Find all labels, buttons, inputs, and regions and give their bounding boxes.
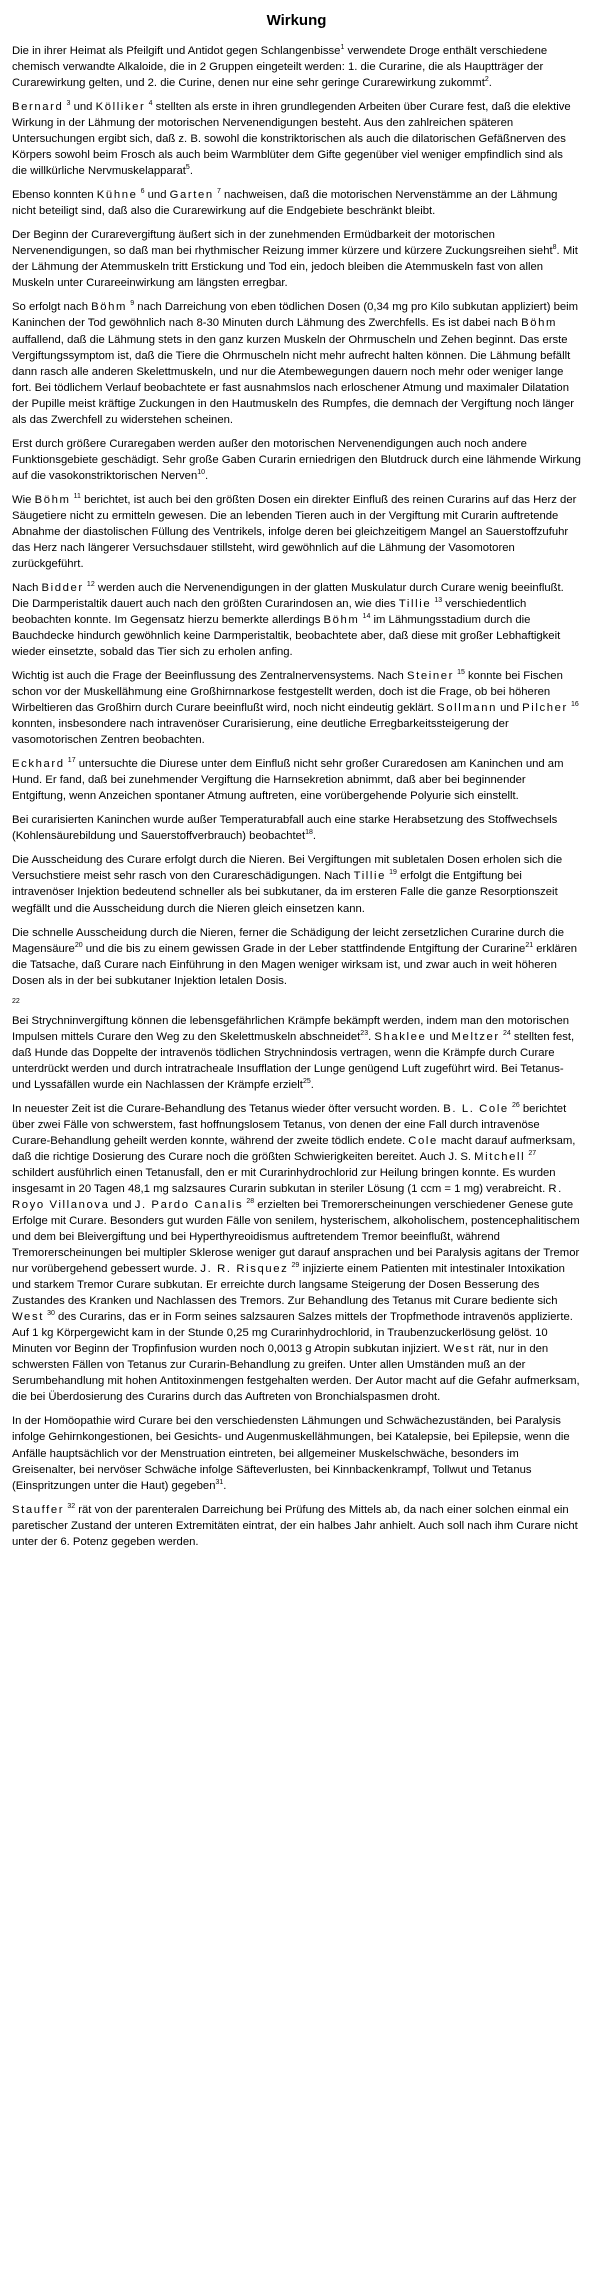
footnote-reference: 23 [360, 1029, 369, 1037]
paragraph [12, 436, 581, 484]
paragraph [12, 99, 581, 179]
paragraph [12, 1413, 581, 1493]
text-run: des Curarins, das er in Form seines salzsauren Salzes mittels der Tropfmethode intravenös applizierte. Auf 1 kg Körpergewicht kam in der Stunde 0,25 mg Curarinhydrochlorid, in Traubenzuckerlösung gelöst. 10 Minuten vor Beginn der Tropfinfusion wurden noch 0,0013 g Atropin subkutan injiziert. [12, 1311, 573, 1356]
text-run: und [109, 1199, 135, 1212]
author-name: Böhm [91, 301, 128, 314]
text-run: verwendete Droge enthält verschiedene chemisch verwandte Alkaloide, die in 2 Gruppen eingeteilt werden: 1. die Curarine, die als Hauptträger der Curarewirkung gelten, und 2. die Curine, denen nur eine sehr geringe Curarewirkung zukommt [12, 45, 548, 90]
author-name: West [443, 1343, 476, 1356]
author-name: Bidder [41, 581, 84, 594]
text-run: berichtet über zwei Fälle von schwerstem, fast hoffnungslosem Tetanus, von denen der eine Fall durch intravenöse Curare-Behandlung geheilt werden konnte, während der zweite tödlich endete. [12, 1102, 567, 1147]
footnote-reference: 32 [67, 1502, 76, 1510]
author-name: West [12, 1311, 44, 1324]
paragraph [12, 1502, 581, 1550]
footnote-reference: 21 [525, 941, 534, 949]
paragraph [12, 668, 581, 748]
text-run: . [488, 77, 492, 90]
text-run: . [368, 1030, 375, 1043]
author-name: Pilcher [522, 702, 568, 715]
paragraph [12, 1101, 581, 1406]
text-run: erfolgt die Entgiftung bei intravenöser Injektion bedeutend schneller als bei subkutaner, da im ersteren Falle die ganze Resorptionszeit wegfällt und die Ausscheidung durch die Nieren gleich einsetzen kann. [12, 870, 558, 915]
text-run: Ebenso konnten [12, 189, 97, 202]
text-run: stellten als erste in ihren grundlegenden Arbeiten über Curare fest, daß die elektive Wirkung in der Lähmung der motorischen Nervenendigungen besteht. Aus den zahlreichen späteren Untersuchungen ergibt sich, daß z. B. sowohl die konstriktorischen als auch die dilatorischen Gefäßnerven des Körpers sowohl beim Frosch als auch beim Warmblüter dem Gifte gegenüber viel weniger empfindlich sind als die willkürliche Nervmuskelapparat [12, 101, 571, 178]
paragraph [12, 925, 581, 989]
text-run: In der Homöopathie wird Curare bei den verschiedensten Lähmungen und Schwächezuständen, bei Paralysis infolge Gehirnkongestionen, bei Gesichts- und Augenmuskellähmungen, bei Katalepsie, bei Epilepsie, wenn die Anfälle hauptsächlich vor der Menstruation eintreten, bei allgemeiner Muskelschwäche, besonders im Greisenalter, bei nervöser Schwäche infolge Säfteverlusten, bei Kinnbackenkrampf, Tollwut und Tetanus (Einspritzungen unter die Haut) gegeben [12, 1415, 570, 1492]
paragraph [12, 580, 581, 660]
text-run: rät von der parenteralen Darreichung bei Prüfung des Mittels ab, da nach einer solchen einmal ein paretischer Zustand der unteren Extremitäten eintrat, der ein halbes Jahr anhielt. Auch soll nach ihm Curare nicht unter der 6. Potenz gegeben werden. [12, 1503, 578, 1548]
footnote-reference: 18 [305, 829, 313, 837]
paragraph [12, 997, 581, 1093]
paragraph [12, 492, 581, 572]
author-name: J. Pardo Canalis [134, 1199, 244, 1212]
text-run: . [223, 1479, 227, 1492]
author-name: Tillie [398, 597, 432, 610]
author-name: Meltzer [451, 1030, 500, 1043]
footnote-reference: 28 [246, 1198, 255, 1206]
text-run: Der Beginn der Curarevergiftung äußert sich in der zunehmenden Ermüdbarkeit der motorischen Nervenendigungen, so daß man bei rhythmischer Reizung immer kürzere und kürzere Zuckungsreihen sieht [12, 229, 553, 258]
text-run: konnten, insbesondere nach intravenöser Curarisierung, eine deutliche Erregbarkeitssteigerung der vasomotorischen Zentren beobachten. [12, 718, 509, 747]
paragraph [12, 227, 581, 291]
text-run: Erst durch größere Curaregaben werden außer den motorischen Nervenendigungen auch noch andere Funktionsgebiete geschädigt. Sehr große Gaben Curarin erniedrigen den Blutdruck durch eine lähmende Wirkung auf die vasokonstriktorischen Nerven [12, 437, 581, 482]
text-run: und [426, 1030, 452, 1043]
footnote-reference: 8 [552, 244, 557, 252]
text-run: im Lähmungsstadium durch die Bauchdecke hindurch gewöhnlich keine Darmperistaltik, beobachtete aber, daß diese mit großer Lebhaftigkeit wieder einsetzte, sobald das Tier sich zu erholen anfing. [12, 614, 561, 659]
footnote-reference: 19 [389, 869, 397, 877]
text-run: untersuchte die Diurese unter dem Einfluß nicht sehr großer Curaredosen am Kaninchen und am Hund. Er fand, daß bei zunehmender Vergiftung die Harnsekretion abnimmt, daß aber bei beginnender Entgiftung, wenn Anzeichen spontaner Atmung auftreten, eine vorübergehende Polyurie sich einstellt. [12, 758, 564, 803]
footnote-reference: 22 [12, 997, 20, 1005]
text-run: . [205, 469, 209, 482]
footnote-reference: 1 [340, 44, 345, 52]
text-run: . [189, 165, 193, 178]
paragraph [12, 43, 581, 91]
text-run: Wie [12, 493, 35, 506]
footnote-reference: 5 [185, 164, 190, 172]
text-run: So erfolgt nach [12, 301, 92, 314]
author-name: Eckhard [12, 758, 65, 771]
author-name: Böhm [34, 493, 71, 506]
footnote-reference: 31 [215, 1478, 224, 1486]
text-run: konnte bei Fischen schon vor der Muskellähmung eine Großhirnnarkose festgestellt werden, doch ist die Frage, ob bei höheren Wirbeltieren das Großhirn durch Curare beeinflußt wird, noch nicht eindeutig geklärt. [12, 670, 563, 715]
text-run: Wichtig ist auch die Frage der Beeinflussung des Zentralnervensystems. Nach [12, 670, 407, 683]
footnote-reference: 12 [86, 581, 95, 589]
text-run: . Mit der Lähmung der Atemmuskeln tritt Erstickung und Tod ein, jedoch bleiben die Atemmuskeln fast von allen Muskeln unter Curareeinwirkung am längsten erregbar. [12, 245, 578, 290]
footnote-reference: 29 [291, 1262, 300, 1270]
text-run: und [497, 702, 523, 715]
text-run: berichtet, ist auch bei den größten Dosen ein direkter Einfluß des reinen Curarins auf das Herz der Säugetiere nicht zu ermitteln gewesen. Die an lebenden Tieren auch in der Vergiftung mit Curarin auftretende Abnahme der diastolischen Füllung des Ventrikels, infolge deren bei gleichzeitigem Mangel an Sauerstoffzufuhr das Herz nach längerer Versuchsdauer stillsteht, wird gewöhnlich auf die Lähmung der Vasomotoren zurückgeführt. [12, 493, 577, 570]
footnote-reference: 27 [528, 1150, 537, 1158]
text-run: und die bis zu einem gewissen Grade in der Leber stattfindende Entgiftung der Curarine [82, 942, 526, 955]
author-name: Stauffer [12, 1503, 65, 1516]
author-name: Böhm [521, 317, 558, 330]
text-run: macht darauf aufmerksam, daß die richtige Dosierung des Curare noch die größten Schwierigkeiten bereitet. Auch J. S. [12, 1134, 576, 1163]
text-run: und [70, 101, 96, 114]
author-name: Bernard [12, 101, 64, 114]
text-run: Nach [12, 581, 42, 594]
footnote-reference: 4 [148, 100, 153, 108]
text-run: In neuester Zeit ist die Curare-Behandlung des Tetanus wieder öfter versucht worden. [12, 1102, 444, 1115]
author-name: Kölliker [95, 101, 146, 114]
author-name: J. R. Risquez [200, 1263, 289, 1276]
footnote-reference: 15 [457, 669, 465, 677]
page-title: Wirkung [266, 12, 327, 29]
author-name: Shaklee [374, 1030, 427, 1043]
author-name: Kühne [96, 189, 138, 202]
text-run: nachweisen, daß die motorischen Nervenstämme an der Lähmung nicht beteiligt sind, daß also die Curarewirkung auf die Endgebiete beschränkt bleibt. [12, 189, 558, 218]
text-run: rät, nur in den schwersten Fällen von Tetanus zur Curarin-Behandlung zu greifen. Unter allen Umständen muß an der Serumbehandlung mit hohen Antitoxinmengen festgehalten werden. Der Autor macht auf die Gefahr aufmerksam, die bei Überdosierung des Curarins durch das Auftreten von Bronchialspasmen droht. [12, 1343, 580, 1404]
footnote-reference: 14 [362, 613, 371, 621]
footnote-reference: 11 [73, 493, 81, 501]
author-name: Garten [169, 189, 214, 202]
footnote-reference: 25 [302, 1078, 311, 1086]
footnote-reference: 17 [67, 757, 76, 765]
text-run: injizierte einem Patienten mit intestinaler Intoxikation und starkem Tremor Curare subkutan. Er erreichte durch langsame Steigerung der Dosen Besserung des Zustandes des Kranken und Nachlassen des Tremors. Zur Behandlung des Tetanus mit Curare bediente sich [12, 1263, 565, 1308]
paragraph [12, 756, 581, 804]
text-run: Die schnelle Ausscheidung durch die Nieren, ferner die Schädigung der leicht zersetzlichen Curarine durch die Magensäure [12, 926, 564, 955]
text-run: Bei curarisierten Kaninchen wurde außer Temperaturabfall auch eine starke Herabsetzung des Stoffwechsels (Kohlensäurebildung und Sauerstoffverbrauch) beobachtet [12, 814, 558, 843]
text-run: Die in ihrer Heimat als Pfeilgift und Antidot gegen Schlangenbisse [12, 45, 341, 57]
footnote-reference: 2 [484, 76, 489, 84]
text-run: nach Darreichung von eben tödlichen Dosen (0,34 mg pro Kilo subkutan appliziert) beim Kaninchen der Tod gewöhnlich nach 8-30 Minuten durch Lähmung des Zwerchfells. Es ist dabei nach [12, 301, 579, 330]
text-run: auffallend, daß die Lähmung stets in den ganz kurzen Muskeln der Ohrmuscheln und Zehen beginnt. Das erste Vergiftungssymptom ist, daß die Tiere die Ohrmuscheln nicht mehr aufrecht halten können. Die Lähmung befällt dann rasch alle anderen Skelettmuskeln, und nur die Atembewegungen dauern noch mehr oder weniger lange fort. Bei tödlichem Verlauf beobachtete er fast ausnahmslos nach erloschener Atmung und maximaler Dilatation der Pupille meist kräftige Zuckungen in den Hautmuskeln des Rumpfes, die demnach der Vergiftung noch länger als das Zwerchfell zu widerstehen scheinen. [12, 333, 575, 426]
footnote-reference: 24 [502, 1029, 511, 1037]
footnote-reference: 10 [197, 468, 206, 476]
footnote-reference: 16 [571, 701, 579, 709]
author-name: Cole [408, 1134, 438, 1147]
author-name: R. Royo Villanova [12, 1183, 563, 1212]
author-name: Steiner [406, 670, 454, 683]
text-run: werden auch die Nervenendigungen in der glatten Muskulatur durch Curare wenig beeinflußt. Die Darmperistaltik dauert auch nach den größten Curarindosen an, wie dies [12, 581, 564, 610]
paragraph [12, 299, 581, 427]
author-name: Sollmann [437, 702, 497, 715]
text-run: . [310, 1078, 314, 1091]
paragraph [12, 812, 581, 844]
author-name: Tillie [353, 870, 387, 883]
footnote-reference: 6 [140, 188, 145, 196]
text-run: Die Ausscheidung des Curare erfolgt durch die Nieren. Bei Vergiftungen mit subletalen Dosen erholen sich die Versuchstiere meist sehr rasch von den Curareschädigungen. Nach [12, 854, 563, 883]
text-run: schildert ausführlich einen Tetanusfall, den er mit Curarinhydrochlorid zur Heilung bringen konnte. Es wurden insgesamt in 20 Tagen 48,1 mg salzsaures Curarin subkutan in steriler Lösung (1 ccm = 1 mg) verabreicht. [12, 1166, 556, 1195]
text-run: Bei Strychninvergiftung können die lebensgefährlichen Krämpfe bekämpft werden, indem man den motorischen Impulsen mittels Curare den Weg zu den Skelettmuskeln abschneidet [12, 1014, 570, 1043]
text-run: . [312, 830, 317, 843]
footnote-reference: 20 [74, 941, 83, 949]
footnote-reference: 30 [47, 1310, 55, 1318]
author-name: Böhm [323, 614, 360, 626]
text-run: verschiedentlich beobachten konnte. Im Gegensatz hierzu bemerkte allerdings [12, 597, 527, 626]
footnote-reference: 3 [66, 100, 71, 108]
paragraph [12, 187, 581, 219]
text-run: stellten fest, daß Hunde das Doppelte der intravenös tödlichen Strychnindosis vertragen, wenn die Krämpfe durch Curare unterdrückt werden und durch intratracheale Insufflation der Lunge genügend Luft zugeführt wird. Bei Tetanus- und Lyssafällen wurde ein Nachlassen der Krämpfe erzielt [12, 1030, 575, 1091]
paragraph [12, 852, 581, 916]
footnote-reference: 9 [130, 300, 135, 308]
author-name: Mitchell [474, 1150, 526, 1163]
footnote-reference: 26 [511, 1102, 520, 1110]
text-run: erzielten bei Tremorerscheinungen verschiedener Genese gute Erfolge mit Curare. Besonders gut wurden Fälle von senilem, hysterischem, alkoholischem, postencephalitischem und dem bei Bleivergiftung und bei Hyperthyreoidismus auftretendem Tremor beeinflußt, während Tremorerscheinungen bei multipler Sklerose weniger gut darauf ansprachen und bei Paralysis agitans der Tremor nur vorübergehend gebessert wurde. [12, 1199, 580, 1276]
text-run: erklären die Tatsache, daß Curare nach Einführung in den Magen weniger wirksam ist, und zwar auch in weit höheren Dosen als in der bei subkutaner Injektion letalen Dosis. [12, 942, 578, 987]
author-name: B. L. Cole [443, 1102, 509, 1115]
text-run: und [144, 189, 170, 202]
footnote-reference: 7 [216, 188, 221, 196]
footnote-reference: 13 [434, 597, 443, 605]
document-body [12, 43, 581, 1550]
